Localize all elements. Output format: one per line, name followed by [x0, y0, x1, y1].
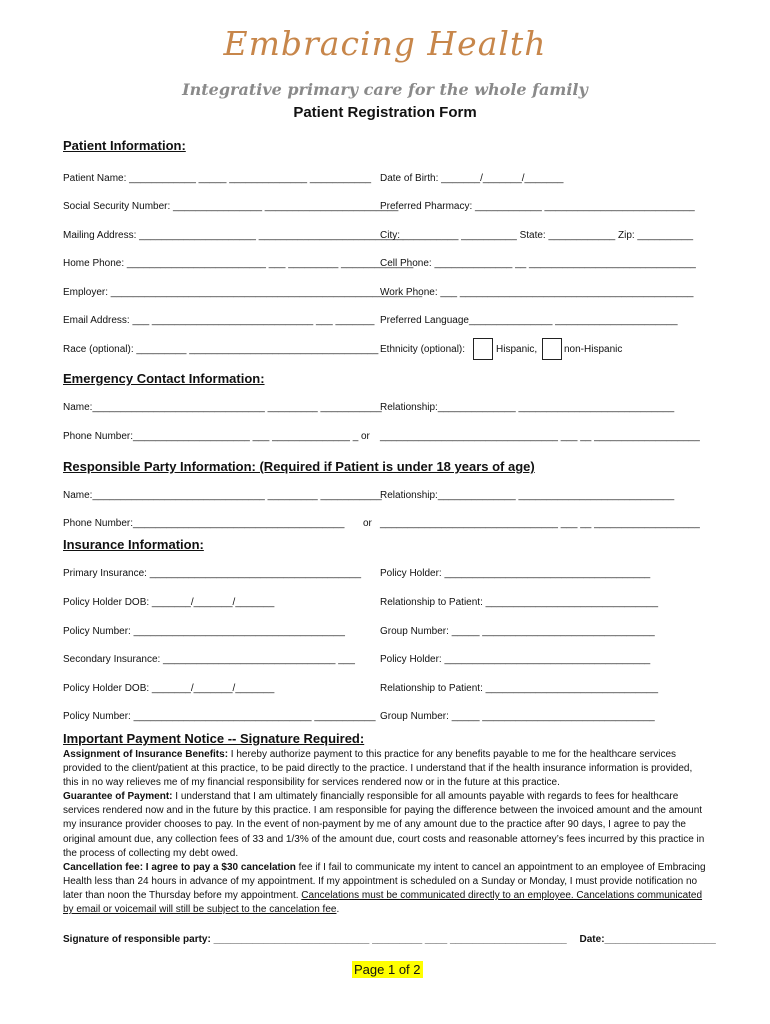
secondary-policy-holder-dob-field[interactable]: Policy Holder DOB: _______/_______/_______: [63, 683, 275, 694]
practice-logo: Embracing Health: [223, 24, 547, 63]
secondary-insurance-row: [63, 654, 683, 670]
responsible-phone-row: [63, 518, 700, 534]
emergency-phone-row: [63, 431, 700, 447]
ssn-field[interactable]: Social Security Number: ________________ ________________________: [63, 201, 399, 212]
preferred-language-field[interactable]: Preferred Language_______________ ______________________: [380, 315, 678, 326]
payment-notice-body: [63, 748, 708, 917]
signature-date-field[interactable]: Date:____________________: [579, 934, 716, 945]
emergency-phone-field[interactable]: Phone Number:_____________________ ___ ______________ _: [63, 431, 359, 442]
primary-dob-row: [63, 597, 683, 613]
page-number: Page 1 of 2: [354, 962, 421, 977]
emergency-relationship-field[interactable]: Relationship:______________ ____________________________: [380, 402, 675, 413]
primary-policy-holder-field[interactable]: Policy Holder: _____________________________________: [380, 568, 651, 579]
cancellation-policy-text: Cancelations must be communicated directly to an employee. Cancelations communicated by email or voicemail will still be subject to the cancelation fee: [63, 889, 703, 916]
responsible-name-row: [63, 490, 683, 506]
guarantee-label: Guarantee of Payment:: [63, 791, 173, 803]
assignment-text: I hereby authorize payment to this practice for any benefits payable to me for the healthcare services provided to the client/patient at this practice, to be paid directly to the practice. I understand that if the health insurance information is provided, this in no way relieves me of my financial responsibility for services rendered now or in the future at this practice.: [63, 749, 693, 789]
cancellation-label: Cancellation fee: I agree to pay a $30 cancelation: [63, 861, 296, 873]
email-address-field[interactable]: Email Address: ___ _____________________________ ___ _______: [63, 315, 375, 326]
non-hispanic-checkbox[interactable]: [542, 338, 562, 360]
preferred-pharmacy-field[interactable]: Preferred Pharmacy: ____________ ___________________________: [380, 201, 695, 212]
form-title: Patient Registration Form: [293, 104, 477, 121]
primary-insurance-row: [63, 568, 683, 584]
responsible-relationship-field[interactable]: Relationship:______________ ____________________________: [380, 490, 675, 501]
primary-relationship-field[interactable]: Relationship to Patient: _______________________________: [380, 597, 659, 608]
practice-tagline: Integrative primary care for the whole family: [182, 80, 588, 99]
guarantee-text: I understand that I am ultimately financially responsible for all amounts payable with regards to fees for healthcare services rendered now and in the future by this practice. I am responsible for paying the difference between the invoiced amount and the amount my insurance provider chooses to pay. In the event of non-payment by me of any amount due to the practice after 90 days, I agree to pay the original amount due, any collection fees of 33 and 1/3% of the amount due, court costs and reasonable attorney’s fees incurred by this practice in the process of collecting my debt owed.: [63, 791, 705, 859]
emergency-alt-phone-field[interactable]: ________________________________ ___ __ ___________________: [380, 431, 700, 442]
cancellation-end: .: [336, 904, 340, 916]
primary-policy-holder-dob-field[interactable]: Policy Holder DOB: _______/_______/_______: [63, 597, 275, 608]
patient-info-heading: Patient Information:: [63, 138, 186, 153]
date-of-birth-field[interactable]: Date of Birth: _______/_______/_______: [380, 173, 564, 184]
emergency-contact-heading: Emergency Contact Information:: [63, 371, 265, 386]
signature-row: [63, 934, 716, 945]
city-state-zip-field[interactable]: City: __________ __________ State: ____________ Zip: __________: [380, 230, 694, 241]
emergency-name-row: [63, 402, 683, 418]
primary-insurance-field[interactable]: Primary Insurance: ______________________________________: [63, 568, 362, 579]
home-phone-field[interactable]: Home Phone: _________________________ ___ _________ _____________: [63, 258, 414, 269]
race-ethnicity-row: [63, 344, 683, 360]
employer-field[interactable]: Employer: ________________________________________________________: [63, 287, 423, 298]
cell-phone-field[interactable]: Cell Phone: ______________ __ ______________________________: [380, 258, 696, 269]
patient-name-row: [63, 173, 683, 189]
primary-policy-number-field[interactable]: Policy Number: ______________________________________: [63, 626, 345, 637]
signature-field[interactable]: Signature of responsible party: ____________________________ _________ ____ _____________________: [63, 934, 567, 945]
hispanic-label: Hispanic,: [496, 344, 538, 355]
primary-group-number-field[interactable]: Group Number: _____ _______________________________: [380, 626, 655, 637]
race-field[interactable]: Race (optional): _________ __________________________________: [63, 344, 379, 355]
mailing-address-field[interactable]: Mailing Address: _____________________ __________________________: [63, 230, 404, 241]
secondary-insurance-field[interactable]: Secondary Insurance: _______________________________ ___: [63, 654, 355, 665]
secondary-policy-row: [63, 711, 683, 727]
ssn-row: [63, 201, 695, 217]
emergency-name-field[interactable]: Name:_______________________________ _________ ___________: [63, 402, 382, 413]
work-phone-field[interactable]: Work Phone: ___ __________________________________________: [380, 287, 694, 298]
insurance-heading: Insurance Information:: [63, 537, 204, 552]
payment-notice-heading: Important Payment Notice -- Signature Required:: [63, 731, 365, 746]
hispanic-checkbox[interactable]: [473, 338, 493, 360]
responsible-alt-phone-field[interactable]: ________________________________ ___ __ ___________________: [380, 518, 700, 529]
assignment-label: Assignment of Insurance Benefits:: [63, 749, 229, 760]
or-label: or: [363, 518, 372, 529]
primary-policy-row: [63, 626, 683, 642]
secondary-dob-row: [63, 683, 683, 699]
responsible-name-field[interactable]: Name:_______________________________ _________ ___________: [63, 490, 382, 501]
non-hispanic-label: non-Hispanic: [564, 344, 623, 355]
ethnicity-label: Ethnicity (optional):: [380, 344, 466, 355]
secondary-relationship-field[interactable]: Relationship to Patient: _______________________________: [380, 683, 659, 694]
secondary-policy-number-field[interactable]: Policy Number: ________________________________ ___________: [63, 711, 376, 722]
phone-row: [63, 258, 696, 274]
responsible-party-heading: Responsible Party Information: (Required if Patient is under 18 years of age): [63, 459, 535, 474]
address-row: [63, 230, 694, 246]
cancellation-text: fee if I fail to communicate my intent to cancel an appointment to an employee of Embracing Health less than 24 hours in advance of my appointment. If my appointment is scheduled on a Sunday or Monday, I must provide notification no later than noon the Thursday before my appointment.: [63, 861, 706, 901]
employer-row: [63, 287, 694, 303]
email-row: [63, 315, 683, 331]
patient-name-field[interactable]: Patient Name: ____________ _____ ______________ ___________: [63, 173, 372, 184]
secondary-policy-holder-field[interactable]: Policy Holder: _____________________________________: [380, 654, 651, 665]
responsible-phone-field[interactable]: Phone Number:______________________________________: [63, 518, 345, 529]
secondary-group-number-field[interactable]: Group Number: _____ _______________________________: [380, 711, 655, 722]
or-label: or: [361, 431, 370, 442]
